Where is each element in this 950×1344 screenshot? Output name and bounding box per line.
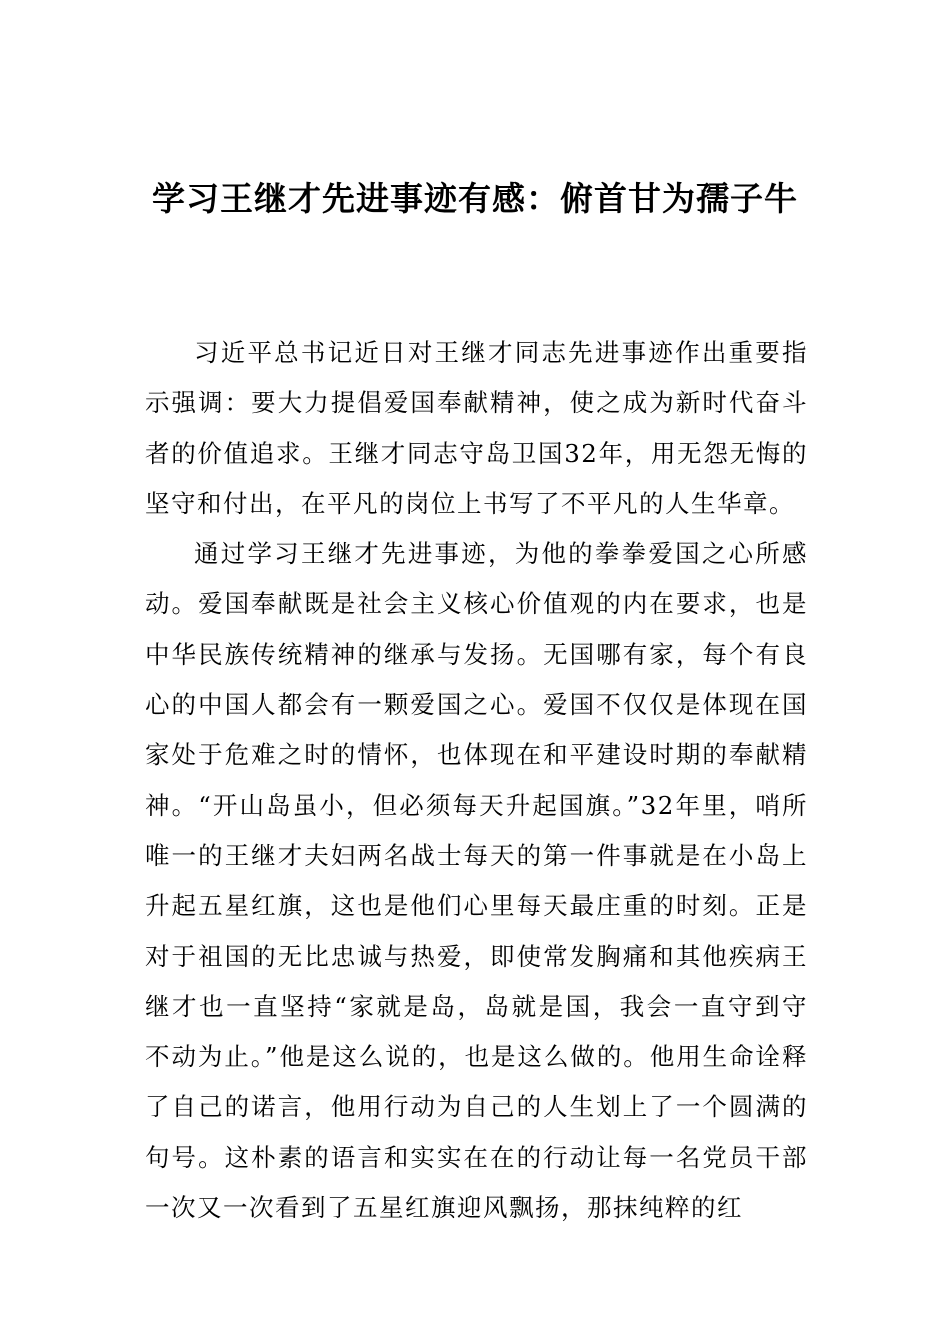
document-body xyxy=(145,328,808,1233)
document-title: 学习王继才先进事迹有感：俯首甘为孺子牛 xyxy=(152,179,798,218)
paragraph-2: 通过学习王继才先进事迹，为他的拳拳爱国之心所感动。爱国奉献既是社会主义核心价值观的内在要求，也是中华民族传统精神的继承与发扬。无国哪有家，每个有良心的中国人都会有一颗爱国之心。爱国不仅仅是体现在国家处于危难之时的情怀，也体现在和平建设时期的奉献精神。“开山岛虽小，但必须每天升起国旗。”32年里，哨所唯一的王继才夫妇两名战士每天的第一件事就是在小岛上升起五星红旗，这也是他们心里每天最庄重的时刻。正是对于祖国的无比忠诚与热爱，即使常发胸痛和其他疾病王继才也一直坚持“家就是岛，岛就是国，我会一直守到守不动为止。”他是这么说的，也是这么做的。他用生命诠释了自己的诺言，他用行动为自己的人生划上了一个圆满的句号。这朴素的语言和实实在在的行动让每一名党员干部一次又一次看到了五星红旗迎风飘扬，那抹纯粹的红 xyxy=(145,539,808,1223)
paragraph-1: 习近平总书记近日对王继才同志先进事迹作出重要指示强调：要大力提倡爱国奉献精神，使之成为新时代奋斗者的价值追求。王继才同志守岛卫国32年，用无怨无悔的坚守和付出，在平凡的岗位上书写了不平凡的人生华章。 xyxy=(145,338,808,518)
